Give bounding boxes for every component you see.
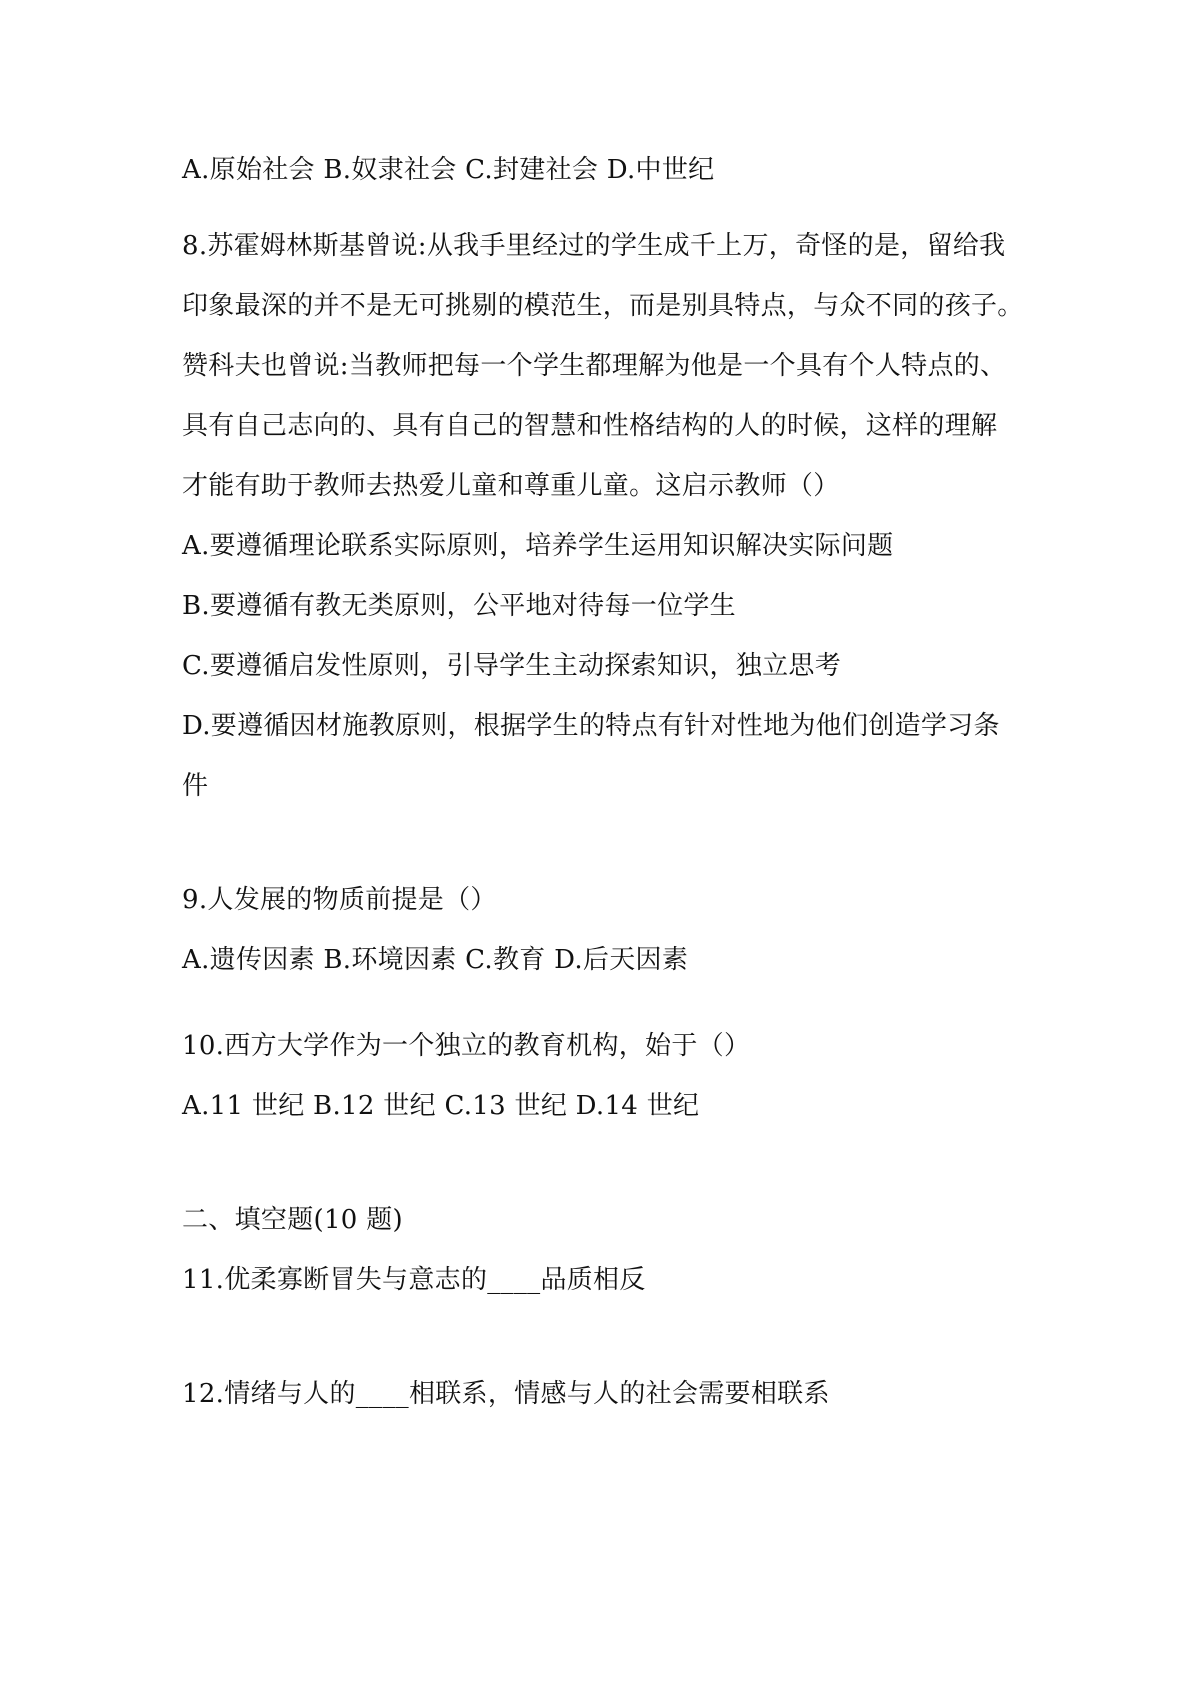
q8-option-d-line-2: 件 [182,771,209,801]
q7-options: A.原始社会 B.奴隶社会 C.封建社会 D.中世纪 [182,155,715,185]
section-heading: 二、填空题(10 题) [182,1205,403,1235]
q8-stem-line-5: 才能有助于教师去热爱儿童和尊重儿童。这启示教师（） [182,471,840,501]
q9-options: A.遗传因素 B.环境因素 C.教育 D.后天因素 [182,945,689,975]
q8-option-b: B.要遵循有教无类原则，公平地对待每一位学生 [182,591,736,621]
q8-option-d-line-1: D.要遵循因材施教原则，根据学生的特点有针对性地为他们创造学习条 [182,711,1000,741]
q8-stem-line-4: 具有自己志向的、具有自己的智慧和性格结构的人的时候，这样的理解 [182,411,998,441]
q11-stem: 11.优柔寡断冒失与意志的____品质相反 [182,1265,646,1295]
q10-stem: 10.西方大学作为一个独立的教育机构，始于（） [182,1031,751,1061]
q12-stem: 12.情绪与人的____相联系，情感与人的社会需要相联系 [182,1379,830,1409]
q8-option-a: A.要遵循理论联系实际原则，培养学生运用知识解决实际问题 [182,531,894,561]
q8-option-c: C.要遵循启发性原则，引导学生主动探索知识，独立思考 [182,651,842,681]
q9-stem: 9.人发展的物质前提是（） [182,885,497,915]
q10-options: A.11 世纪 B.12 世纪 C.13 世纪 D.14 世纪 [182,1091,700,1121]
q8-stem-line-3: 赞科夫也曾说:当教师把每一个学生都理解为他是一个具有个人特点的、 [182,351,1007,381]
q8-stem-line-2: 印象最深的并不是无可挑剔的模范生，而是别具特点，与众不同的孩子。 [182,291,1024,321]
q8-stem-line-1: 8.苏霍姆林斯基曾说:从我手里经过的学生成千上万，奇怪的是，留给我 [182,231,1006,261]
